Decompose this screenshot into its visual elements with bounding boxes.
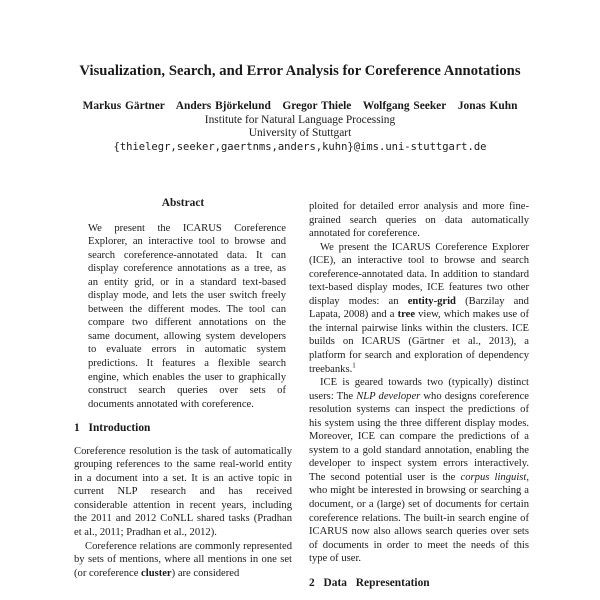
author-name: Gregor Thiele: [282, 100, 352, 112]
section-heading-introduction: 1 Introduction: [74, 422, 151, 435]
body-paragraph: ploited for detailed error analysis and more fine-grained search queries on data automatically annotated for coreference.: [309, 201, 529, 240]
body-paragraph: We present the ICARUS Coreference Explorer (ICE), an interactive tool to browse and search coreference-annotated data. In addition to standard text-based display modes, ICE features two other display modes: an entity-grid (Barzilay and Lapata, 2008) and a tree view, which makes use of the internal pairwise links within the clusters. ICE builds on ICARUS (Gärtner et al., 2013), a platform for search and exploration of dependency treebanks.$^1$: [309, 241, 529, 375]
email-address: {thielegr,seeker,gaertnms,anders,kuhn}@ims.uni-stuttgart.de: [113, 141, 487, 153]
abstract-text: We present the ICARUS Coreference Explorer, an interactive tool to browse and search coreference-annotated data. It can display coreference annotations as a tree, as an entity grid, or in a standard text-based display mode, and lets the user switch freely between the different modes. The tool can compare two different annotations on the same document, allowing system developers to evaluate errors in automatic system predictions. It features a flexible search engine, which enables the user to graphically construct search queries over sets of documents annotated with coreference.: [88, 222, 286, 410]
intro-paragraph: Coreference resolution is the task of automatically grouping references to the same real-world entity in a document into a set. It is an active topic in current NLP research and has received considerable attention in recent years, including the 2011 and 2012 CoNLL shared tasks (Pradhan et al., 2011; Pradhan et al., 2012).: [74, 445, 292, 539]
right-column: [309, 200, 529, 599]
author-name: Jonas Kuhn: [457, 100, 518, 112]
author-name: Markus Gärtner: [82, 100, 165, 112]
section-heading-data-representation: 2 Data Representation: [309, 576, 430, 589]
author-name: Anders Björkelund: [175, 100, 271, 112]
author-name: Wolfgang Seeker: [362, 100, 447, 112]
university: University of Stuttgart: [248, 127, 352, 139]
institute: Institute for Natural Language Processing: [204, 114, 396, 126]
footnote-marker: 1: [352, 361, 356, 370]
left-column: [74, 197, 292, 580]
abstract-heading: Abstract: [161, 197, 205, 209]
author-list: [0, 100, 600, 112]
body-paragraph: ICE is geared towards two (typically) distinct users: The NLP developer who designs coreference resolution systems can inspect the predictions of his system using the three different display modes. Moreover, ICE can compare the predictions of a system to a gold standard annotation, enabling the developer to inspect system errors interactively. The second potential user is the corpus linguist, who might be interested in browsing or searching a document, or a (large) set of documents for certain coreference relations. The built-in search engine of ICARUS now also allows search queries over sets of documents in order to meet the needs of this type of user.: [309, 377, 529, 565]
intro-paragraph: Coreference relations are commonly represented by sets of mentions, where all mentions in one set (or coreference cluster) are considered: [74, 540, 292, 579]
paper-title: Visualization, Search, and Error Analysis for Coreference Annotations: [79, 63, 521, 79]
